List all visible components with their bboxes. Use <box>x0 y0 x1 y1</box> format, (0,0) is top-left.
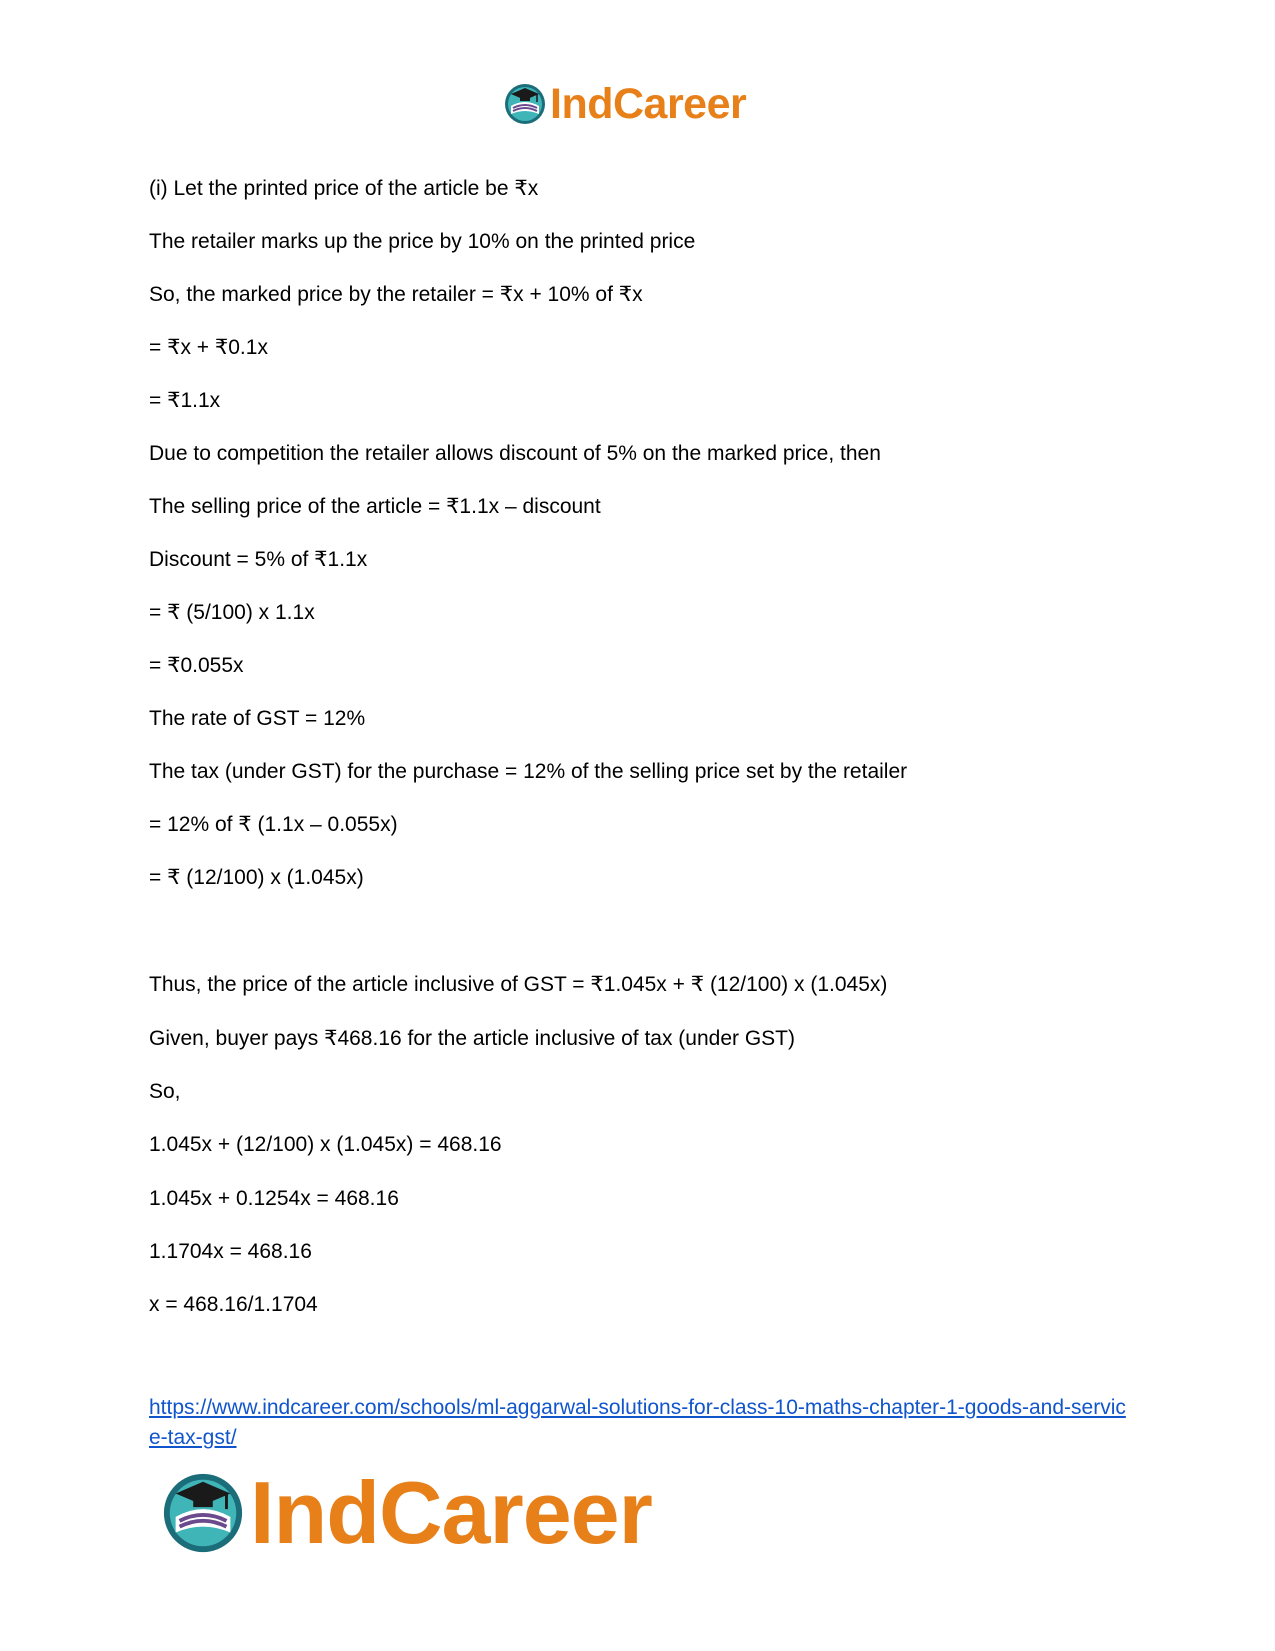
indcareer-logo-bottom <box>160 1465 652 1561</box>
text-line: x = 468.16/1.1704 <box>149 1293 318 1316</box>
logo-wordmark <box>550 80 746 129</box>
text-line: Due to competition the retailer allows discount of 5% on the marked price, then <box>149 442 881 465</box>
text-line: So, <box>149 1080 181 1103</box>
text-line: = ₹ (12/100) x (1.045x) <box>149 866 364 889</box>
text-line: = ₹x + ₹0.1x <box>149 336 268 359</box>
text-line: = ₹ (5/100) x 1.1x <box>149 601 315 624</box>
logo-text: IndCareer <box>550 79 747 128</box>
logo-text: IndCareer <box>250 1463 652 1562</box>
text-line: = 12% of ₹ (1.1x – 0.055x) <box>149 813 398 836</box>
text-line: The retailer marks up the price by 10% on the printed price <box>149 230 696 253</box>
text-line: = ₹0.055x <box>149 654 244 677</box>
text-line: Given, buyer pays ₹468.16 for the article inclusive of tax (under GST) <box>149 1027 795 1050</box>
graduation-book-icon <box>160 1470 246 1556</box>
source-link[interactable]: https://www.indcareer.com/schools/ml-aggarwal-solutions-for-class-10-maths-chapter-1-goods-and-service-tax-gst/ <box>149 1396 1126 1449</box>
graduation-book-icon <box>503 82 547 126</box>
text-line: The selling price of the article = ₹1.1x – discount <box>149 495 601 518</box>
text-line: 1.045x + (12/100) x (1.045x) = 468.16 <box>149 1133 502 1156</box>
text-line: = ₹1.1x <box>149 389 221 412</box>
text-line: 1.1704x = 468.16 <box>149 1240 312 1263</box>
indcareer-logo-top <box>503 80 746 128</box>
text-line: (i) Let the printed price of the article be ₹x <box>149 177 539 200</box>
text-line: 1.045x + 0.1254x = 468.16 <box>149 1187 399 1210</box>
text-line: The tax (under GST) for the purchase = 12% of the selling price set by the retailer <box>149 760 908 783</box>
logo-wordmark <box>250 1462 652 1564</box>
text-line: Thus, the price of the article inclusive of GST = ₹1.045x + ₹ (12/100) x (1.045x) <box>149 973 888 996</box>
text-line: So, the marked price by the retailer = ₹x + 10% of ₹x <box>149 283 643 306</box>
text-line: Discount = 5% of ₹1.1x <box>149 548 368 571</box>
text-line: The rate of GST = 12% <box>149 707 366 730</box>
